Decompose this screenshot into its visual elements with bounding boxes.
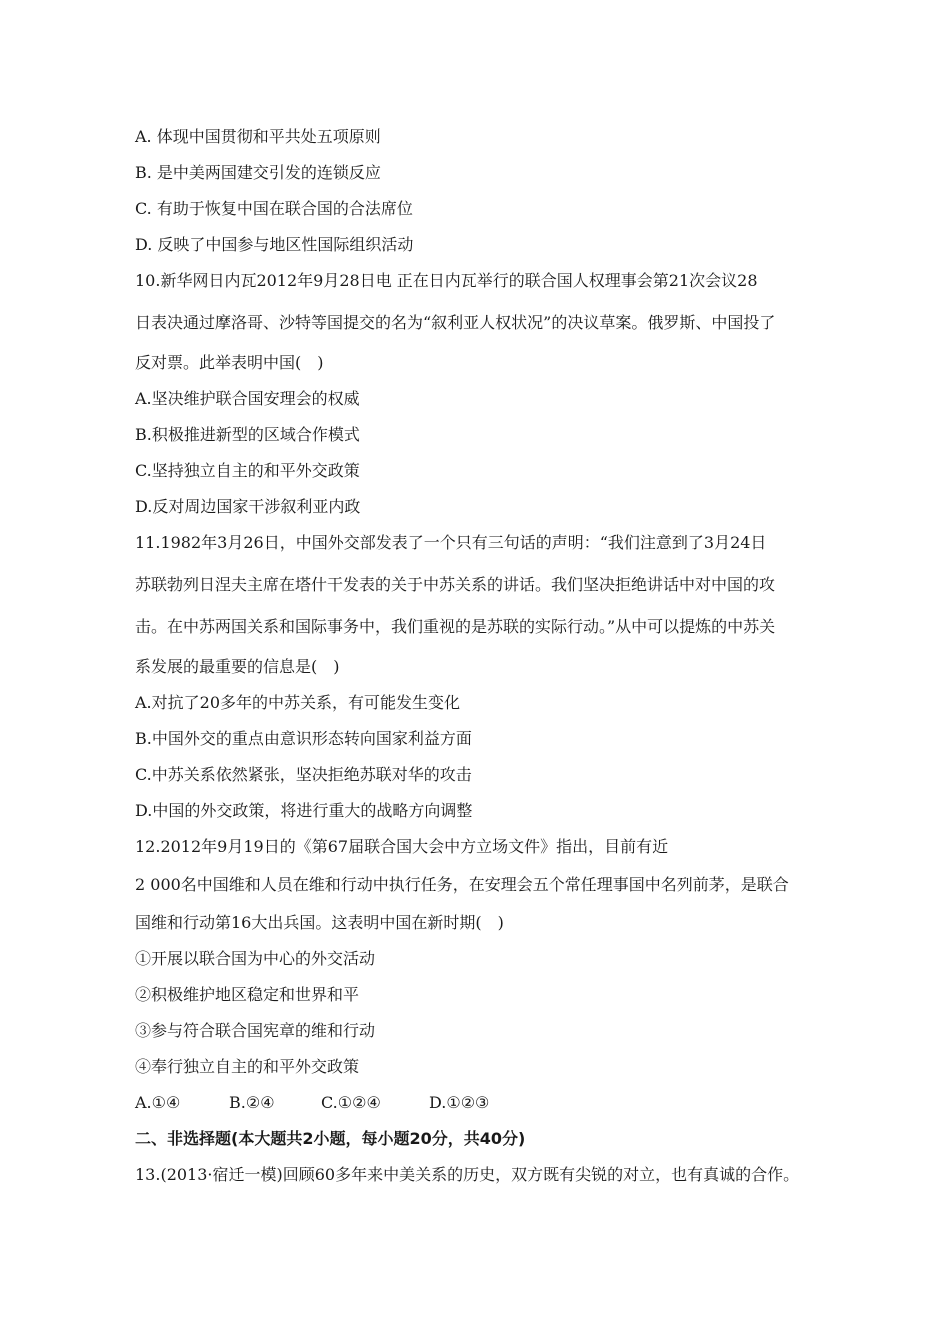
q13-stem-line: 13.(2013·宿迁一模)回顾60多年来中美关系的历史，双方既有尖锐的对立，也有真诚的合作。 — [135, 1165, 800, 1184]
q11-option-b: B.中国外交的重点由意识形态转向国家利益方面 — [135, 729, 472, 748]
q9-option-b: B. 是中美两国建交引发的连锁反应 — [135, 163, 381, 182]
q12-stem-line: 2 000名中国维和人员在维和行动中执行任务，在安理会五个常任理事国中名列前茅，是联合 — [135, 875, 789, 894]
q10-stem-line: 10.新华网日内瓦2012年9月28日电 正在日内瓦举行的联合国人权理事会第21次会议28 — [135, 271, 758, 290]
q11-option-d: D.中国的外交政策，将进行重大的战略方向调整 — [135, 801, 473, 820]
q10-option-a: A.坚决维护联合国安理会的权威 — [135, 389, 360, 408]
q11-stem-line: 系发展的最重要的信息是( ) — [135, 657, 340, 676]
q10-stem-line: 日表决通过摩洛哥、沙特等国提交的名为“叙利亚人权状况”的决议草案。俄罗斯、中国投了 — [135, 313, 776, 332]
q9-option-c: C. 有助于恢复中国在联合国的合法席位 — [135, 199, 413, 218]
q12-choice-a: A.①④ — [135, 1093, 181, 1112]
q11-option-a: A.对抗了20多年的中苏关系，有可能发生变化 — [135, 693, 461, 712]
q12-choice-b: B.②④ — [229, 1093, 275, 1112]
q10-option-d: D.反对周边国家干涉叙利亚内政 — [135, 497, 361, 516]
q10-stem-line: 反对票。此举表明中国( ) — [135, 353, 324, 372]
q12-choices — [135, 1093, 489, 1113]
q11-option-c: C.中苏关系依然紧张，坚决拒绝苏联对华的攻击 — [135, 765, 472, 784]
section-heading: 二、非选择题(本大题共2小题，每小题20分，共40分) — [135, 1129, 526, 1148]
q12-stem-line: 12.2012年9月19日的《第67届联合国大会中方立场文件》指出，目前有近 — [135, 837, 669, 856]
q12-item-2: ②积极维护地区稳定和世界和平 — [135, 985, 360, 1004]
q12-stem-line: 国维和行动第16大出兵国。这表明中国在新时期( ) — [135, 913, 504, 932]
q12-item-3: ③参与符合联合国宪章的维和行动 — [135, 1021, 376, 1040]
q9-option-a: A. 体现中国贯彻和平共处五项原则 — [135, 127, 381, 146]
q12-choice-d: D.①②③ — [429, 1093, 490, 1112]
q12-item-1: ①开展以联合国为中心的外交活动 — [135, 949, 376, 968]
q11-stem-line: 击。在中苏两国关系和国际事务中，我们重视的是苏联的实际行动。”从中可以提炼的中苏关 — [135, 617, 776, 636]
q10-option-c: C.坚持独立自主的和平外交政策 — [135, 461, 360, 480]
q11-stem-line: 苏联勃列日涅夫主席在塔什干发表的关于中苏关系的讲话。我们坚决拒绝讲话中对中国的攻 — [135, 575, 776, 594]
q12-choice-c: C.①②④ — [321, 1093, 381, 1112]
q11-stem-line: 11.1982年3月26日，中国外交部发表了一个只有三句话的声明：“我们注意到了3月24日 — [135, 533, 767, 552]
q12-item-4: ④奉行独立自主的和平外交政策 — [135, 1057, 360, 1076]
q10-option-b: B.积极推进新型的区域合作模式 — [135, 425, 360, 444]
q9-option-d: D. 反映了中国参与地区性国际组织活动 — [135, 235, 414, 254]
